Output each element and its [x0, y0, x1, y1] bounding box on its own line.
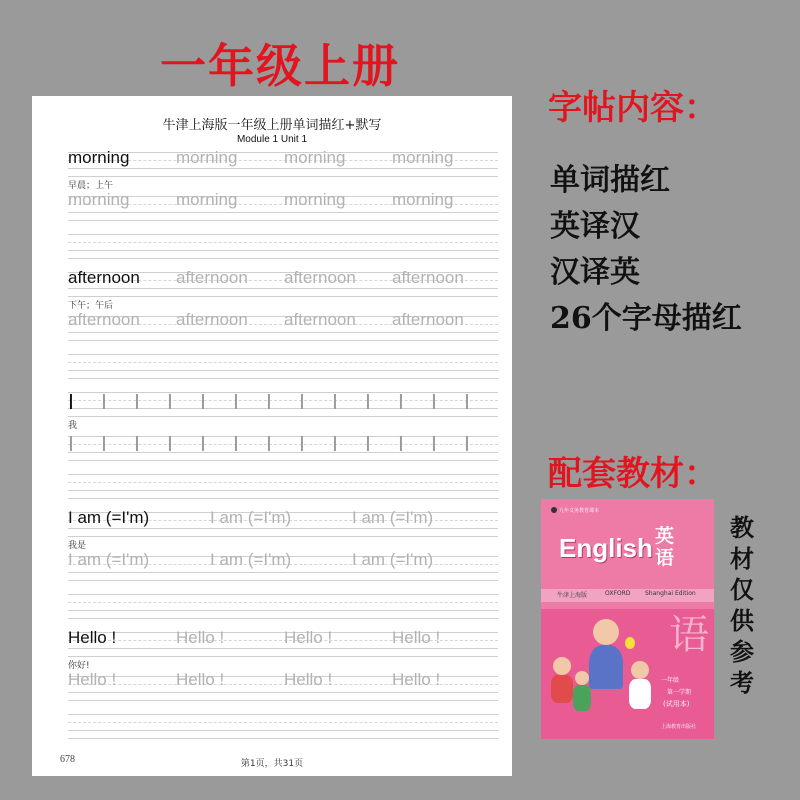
- model-word: I am (=I'm): [68, 508, 150, 527]
- cover-band-oxford: OXFORD: [605, 590, 631, 597]
- letter-glyph: I: [167, 432, 173, 456]
- word-practice-block: [68, 268, 504, 388]
- letter-glyph: I: [299, 432, 305, 456]
- writing-guide-line: [68, 692, 498, 693]
- writing-guide-line: [68, 258, 498, 259]
- writing-guide-line: [68, 594, 498, 595]
- writing-guide-line: [68, 580, 498, 581]
- model-word: morning: [68, 148, 130, 167]
- trace-word: Hello !: [176, 628, 225, 647]
- writing-guide-line: [68, 474, 498, 475]
- trace-word: afternoon: [176, 310, 248, 329]
- writing-guide-line: [68, 220, 498, 221]
- trace-word: morning: [284, 148, 346, 167]
- writing-guide-line: [68, 234, 498, 235]
- writing-guide-line: [68, 296, 498, 297]
- child-body-icon: [551, 675, 573, 703]
- letter-glyph: I: [464, 390, 470, 414]
- writing-guide-line: [68, 618, 498, 619]
- trace-word: morning: [392, 190, 454, 209]
- cover-band-shanghai: Shanghai Edition: [645, 590, 696, 597]
- writing-guide-line: [68, 572, 498, 573]
- child-figure-icon: [631, 661, 649, 679]
- cover-term: 第一学期: [667, 689, 692, 696]
- teacher-figure-icon: [593, 619, 619, 645]
- letter-glyph: I: [365, 390, 371, 414]
- letter-glyph: I: [101, 432, 107, 456]
- writing-guide-line: [68, 738, 498, 739]
- writing-guide-line: [68, 212, 498, 213]
- word-practice-block: [68, 508, 504, 628]
- child-body-icon: [629, 679, 651, 709]
- letter-glyph: I: [134, 432, 140, 456]
- letter-glyph: I: [365, 432, 371, 456]
- letter-glyph: I: [431, 390, 437, 414]
- writing-guide-line: [68, 460, 498, 461]
- cover-trial: (试用本): [663, 700, 690, 708]
- letter-glyph: I: [68, 390, 74, 414]
- trace-word: morning: [392, 148, 454, 167]
- letter-glyph: I: [134, 390, 140, 414]
- model-word: afternoon: [68, 268, 140, 287]
- letter-glyph: I: [431, 432, 437, 456]
- letter-glyph: I: [200, 390, 206, 414]
- cover-big-char: 语: [669, 612, 709, 658]
- publisher-logo-icon: [551, 507, 557, 513]
- child-figure-icon: [575, 671, 589, 685]
- trace-word: morning: [176, 190, 238, 209]
- child-body-icon: [573, 685, 591, 711]
- reference-note: 教材仅供参考: [730, 513, 754, 697]
- writing-guide-line: [68, 700, 498, 701]
- model-word: Hello !: [68, 628, 117, 647]
- writing-guide-line: [68, 370, 498, 371]
- trace-word: afternoon: [284, 310, 356, 329]
- word-meaning: 我是: [68, 541, 87, 551]
- child-figure-icon: [553, 657, 571, 675]
- letter-glyph: I: [398, 390, 404, 414]
- letter-glyph: I: [167, 390, 173, 414]
- trace-word: morning: [284, 190, 346, 209]
- cover-english-title: English: [559, 533, 653, 563]
- trace-word: afternoon: [176, 268, 248, 287]
- letter-glyph: I: [200, 432, 206, 456]
- writing-guide-line: [68, 490, 498, 491]
- word-meaning: 下午；午后: [68, 301, 114, 311]
- cover-band: [541, 589, 714, 602]
- writing-guide-line: [68, 242, 498, 243]
- word-meaning: 你好!: [68, 661, 90, 671]
- trace-word: I am (=I'm): [210, 550, 292, 569]
- trace-word: afternoon: [392, 268, 464, 287]
- teacher-body-icon: [589, 645, 623, 689]
- cover-chinese-title: 英语: [655, 525, 675, 569]
- letter-glyph: I: [299, 390, 305, 414]
- writing-guide-line: [68, 354, 498, 355]
- writing-guide-line: [68, 362, 498, 363]
- trace-word: I am (=I'm): [352, 508, 434, 527]
- letter-glyph: I: [464, 432, 470, 456]
- content-item: 英译汉: [550, 209, 640, 244]
- writing-guide-line: [68, 722, 498, 723]
- content-item: 26个字母描红: [550, 301, 742, 336]
- letter-glyph: I: [68, 432, 74, 456]
- writing-guide-line: [68, 482, 498, 483]
- textbook-cover: [541, 499, 714, 739]
- trace-word: Hello !: [392, 628, 441, 647]
- writing-guide-line: [68, 340, 498, 341]
- page-footer: 第1页，共31页: [240, 759, 304, 769]
- balloon-icon: [625, 637, 635, 649]
- writing-guide-line: [68, 602, 498, 603]
- trace-word: I am (=I'm): [210, 508, 292, 527]
- content-heading: 字帖内容：: [548, 88, 718, 128]
- trace-word: Hello !: [176, 670, 225, 689]
- letter-glyph: I: [332, 432, 338, 456]
- writing-guide-line: [68, 714, 498, 715]
- trace-word: Hello !: [284, 628, 333, 647]
- writing-guide-line: [68, 730, 498, 731]
- writing-guide-line: [68, 176, 498, 177]
- writing-guide-line: [68, 168, 498, 169]
- cover-grade: 一年级: [661, 677, 680, 684]
- cover-press: 上海教育出版社: [661, 724, 697, 730]
- word-practice-block: [68, 628, 504, 748]
- trace-word: I am (=I'm): [68, 550, 150, 569]
- cover-series: 九年义务教育课本: [559, 508, 600, 514]
- worksheet-title: 牛津上海版一年级上册单词描红+默写: [162, 118, 382, 133]
- trace-word: Hello !: [284, 670, 333, 689]
- trace-word: I am (=I'm): [352, 550, 434, 569]
- writing-guide-line: [68, 288, 498, 289]
- writing-guide-line: [68, 378, 498, 379]
- letter-glyph: I: [266, 432, 272, 456]
- writing-guide-line: [68, 498, 498, 499]
- letter-glyph: I: [233, 432, 239, 456]
- word-practice-block: [68, 148, 504, 268]
- trace-word: Hello !: [392, 670, 441, 689]
- word-meaning: 我: [68, 421, 78, 431]
- content-list: [550, 158, 742, 342]
- letter-glyph: I: [398, 432, 404, 456]
- trace-word: afternoon: [392, 310, 464, 329]
- letter-glyph: I: [101, 390, 107, 414]
- content-item: 单词描红: [550, 163, 670, 198]
- worksheet-subtitle: Module 1 Unit 1: [236, 134, 308, 145]
- writing-guide-line: [68, 536, 498, 537]
- worksheet-page: [32, 96, 512, 776]
- writing-guide-line: [68, 250, 498, 251]
- writing-guide-line: [68, 610, 498, 611]
- grade-banner: 一年级上册: [160, 39, 400, 93]
- trace-word: morning: [68, 190, 130, 209]
- cover-band-edition: 牛津上海版: [557, 592, 588, 599]
- writing-guide-line: [68, 332, 498, 333]
- writing-guide-line: [68, 656, 498, 657]
- letter-glyph: I: [266, 390, 272, 414]
- writing-guide-line: [68, 528, 498, 529]
- letter-glyph: I: [332, 390, 338, 414]
- trace-word: morning: [176, 148, 238, 167]
- word-meaning: 早晨；上午: [68, 181, 114, 191]
- letter-glyph: I: [233, 390, 239, 414]
- trace-word: Hello !: [68, 670, 117, 689]
- textbook-heading: 配套教材：: [548, 454, 718, 494]
- content-item: 汉译英: [550, 255, 640, 290]
- page-number: 678: [60, 754, 75, 765]
- writing-guide-line: [68, 416, 498, 417]
- writing-guide-line: [68, 648, 498, 649]
- word-practice-block: [68, 388, 504, 508]
- trace-word: afternoon: [68, 310, 140, 329]
- trace-word: afternoon: [284, 268, 356, 287]
